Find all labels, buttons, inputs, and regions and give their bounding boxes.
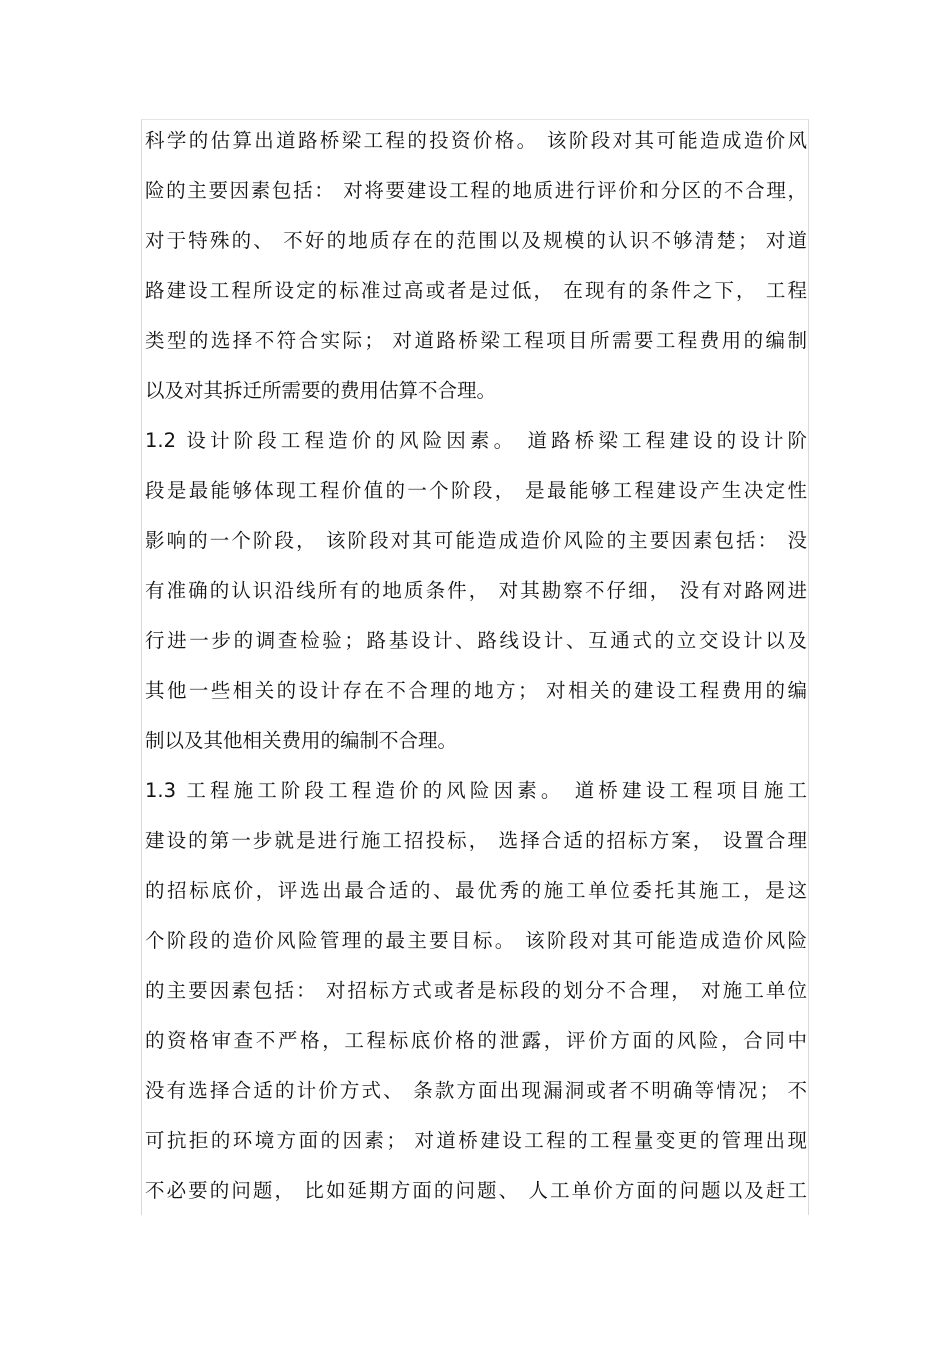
text-line: 没有选择合适的计价方式、 条款方面出现漏洞或者不明确等情况； 不 (145, 1079, 807, 1102)
text-line: 不必要的问题， 比如延期方面的问题、 人工单价方面的问题以及赶工 (145, 1179, 807, 1202)
text-line: 对于特殊的、 不好的地质存在的范围以及规模的认识不够清楚； 对道 (145, 229, 807, 252)
text-line: 制以及其他相关费用的编制不合理。 (145, 729, 458, 752)
text-line: 可抗拒的环境方面的因素； 对道桥建设工程的工程量变更的管理出现 (145, 1129, 807, 1152)
text-line: 以及对其拆迁所需要的费用估算不合理。 (145, 379, 497, 402)
text-line: 类型的选择不符合实际； 对道路桥梁工程项目所需要工程费用的编制 (145, 329, 807, 352)
text-line: 其他一些相关的设计存在不合理的地方； 对相关的建设工程费用的编 (145, 679, 807, 702)
section-heading-line: 1.3 工程施工阶段工程造价的风险因素。 道桥建设工程项目施工 (145, 779, 807, 802)
text-line: 个阶段的造价风险管理的最主要目标。 该阶段对其可能造成造价风险 (145, 929, 807, 952)
text-line: 路建设工程所设定的标准过高或者是过低， 在现有的条件之下， 工程 (145, 279, 807, 302)
text-line: 影响的一个阶段， 该阶段对其可能造成造价风险的主要因素包括： 没 (145, 529, 807, 552)
section-heading-line: 1.2 设计阶段工程造价的风险因素。 道路桥梁工程建设的设计阶 (145, 429, 807, 452)
text-line: 的主要因素包括： 对招标方式或者是标段的划分不合理， 对施工单位 (145, 979, 807, 1002)
document-body (145, 121, 807, 1221)
text-line: 科学的估算出道路桥梁工程的投资价格。 该阶段对其可能造成造价风 (145, 129, 807, 152)
text-line: 建设的第一步就是进行施工招投标， 选择合适的招标方案， 设置合理 (145, 829, 807, 852)
text-line: 有准确的认识沿线所有的地质条件， 对其勘察不仔细， 没有对路网进 (145, 579, 807, 602)
text-line: 险的主要因素包括： 对将要建设工程的地质进行评价和分区的不合理， (145, 179, 807, 202)
text-line: 行进一步的调查检验；路基设计、路线设计、互通式的立交设计以及 (145, 629, 807, 652)
text-line: 的资格审查不严格，工程标底价格的泄露，评价方面的风险，合同中 (145, 1029, 807, 1052)
text-line: 段是最能够体现工程价值的一个阶段， 是最能够工程建设产生决定性 (145, 479, 807, 502)
text-line: 的招标底价，评选出最合适的、最优秀的施工单位委托其施工，是这 (145, 879, 807, 902)
